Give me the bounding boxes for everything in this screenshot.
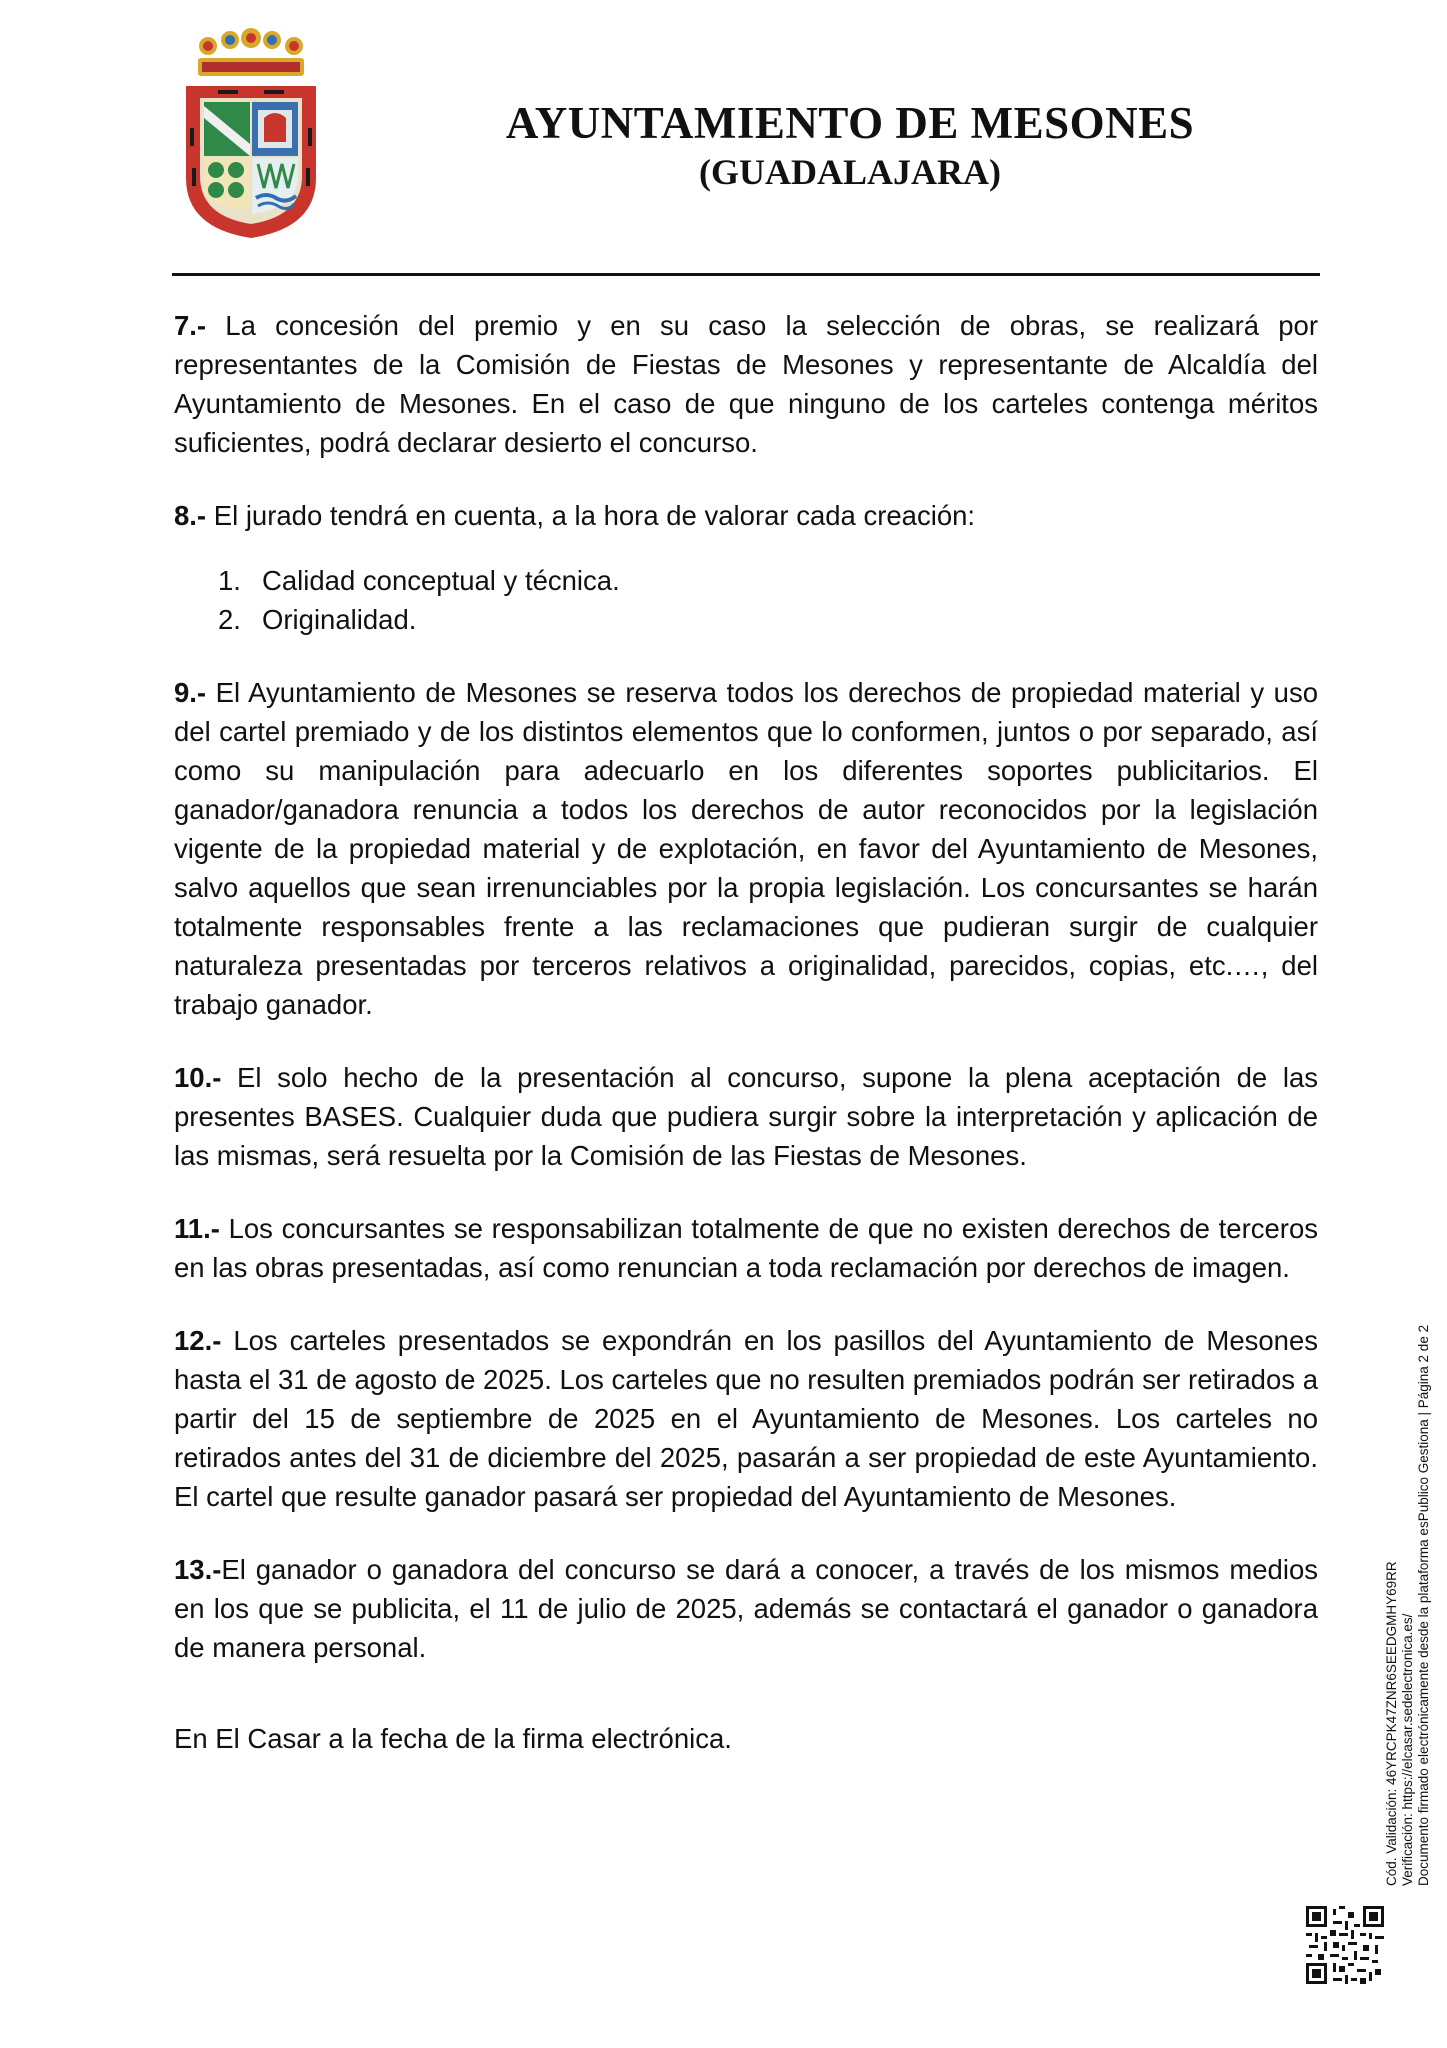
clause-text: Los carteles presentados se expondrán en los pasillos del Ayuntamiento de Mesones hasta el 31 de agosto de 2025. Los carteles que no resulten premiados podrán ser retirados a partir del 15 de septiembre de 2025 en el Ayuntamiento de Mesones. Los carteles no retirados antes del 31 de diciembre del 2025, pasarán a ser propiedad de este Ayuntamiento. El cartel que resulte ganador pasará ser propiedad del Ayuntamiento de Mesones.: [174, 1325, 1318, 1512]
clause-number: 9.-: [174, 677, 207, 708]
clause-text: La concesión del premio y en su caso la selección de obras, se realizará por representantes de la Comisión de Fiestas de Mesones y representante de Alcaldía del Ayuntamiento de Mesones. En el caso de que ninguno de los carteles contenga méritos suficientes, podrá declarar desierto el concurso.: [174, 310, 1318, 458]
list-item-text: Originalidad.: [262, 604, 417, 635]
clause-9: [174, 673, 1318, 1024]
verification-url: Verificación: https://elcasar.sedelectronica.es/: [1400, 1613, 1415, 1886]
list-item: [218, 600, 1318, 639]
clause-13: [174, 1550, 1318, 1667]
clause-number: 11.-: [174, 1213, 220, 1244]
header-title: AYUNTAMIENTO DE MESONES: [505, 98, 1195, 148]
coat-of-arms-logo: [178, 28, 324, 240]
clause-number: 8.-: [174, 500, 207, 531]
document-body: [174, 306, 1318, 1792]
clause-text: Los concursantes se responsabilizan totalmente de que no existen derechos de terceros en las obras presentadas, así como renuncian a toda reclamación por derechos de imagen.: [174, 1213, 1318, 1283]
clause-text: El solo hecho de la presentación al concurso, supone la plena aceptación de las presentes BASES. Cualquier duda que pudiera surgir sobre la interpretación y aplicación de las mismas, será resuelta por la Comisión de las Fiestas de Mesones.: [174, 1062, 1318, 1171]
clause-11: [174, 1209, 1318, 1287]
criteria-list: [174, 561, 1318, 639]
clause-10: [174, 1058, 1318, 1175]
validation-code: Cód. Validación: 46YRCPK47ZNR6SEEDGMHY69RR: [1384, 1561, 1399, 1886]
closing-line: En El Casar a la fecha de la firma electrónica.: [174, 1723, 732, 1754]
signature-notice: Documento firmado electrónicamente desde la plataforma esPublico Gestiona | Página 2 de 2: [1416, 1324, 1431, 1886]
clause-number: 12.-: [174, 1325, 222, 1356]
clause-text: El ganador o ganadora del concurso se dará a conocer, a través de los mismos medios en los que se publicita, el 11 de julio de 2025, además se contactará el ganador o ganadora de manera personal.: [174, 1554, 1318, 1663]
header-subtitle: (GUADALAJARA): [699, 152, 1001, 192]
list-item: [218, 561, 1318, 600]
clause-number: 7.-: [174, 310, 207, 341]
qr-code[interactable]: [1306, 1906, 1384, 1984]
clause-8: [174, 496, 1318, 535]
clause-7: [174, 306, 1318, 462]
list-item-number: 2.: [218, 604, 241, 635]
header-divider: [172, 273, 1320, 276]
clause-text: El Ayuntamiento de Mesones se reserva todos los derechos de propiedad material y uso del cartel premiado y de los distintos elementos que lo conformen, juntos o por separado, así como su manipulación para adecuarlo en los diferentes soportes publicitarios. El ganador/ganadora renuncia a todos los derechos de autor reconocidos por la legislación vigente de la propiedad material y de explotación, en favor del Ayuntamiento de Mesones, salvo aquellos que sean irrenunciables por la propia legislación. Los concursantes se harán totalmente responsables frente a las reclamaciones que pudieran surgir de cualquier naturaleza presentadas por terceros relativos a originalidad, parecidos, copias, etc.…, del trabajo ganador.: [174, 677, 1318, 1020]
verification-text: [1384, 1266, 1432, 1886]
list-item-number: 1.: [218, 565, 241, 596]
clause-12: [174, 1321, 1318, 1516]
clause-text: El jurado tendrá en cuenta, a la hora de valorar cada creación:: [206, 500, 976, 531]
clause-number: 10.-: [174, 1062, 222, 1093]
clause-number: 13.-: [174, 1554, 222, 1585]
list-item-text: Calidad conceptual y técnica.: [262, 565, 620, 596]
